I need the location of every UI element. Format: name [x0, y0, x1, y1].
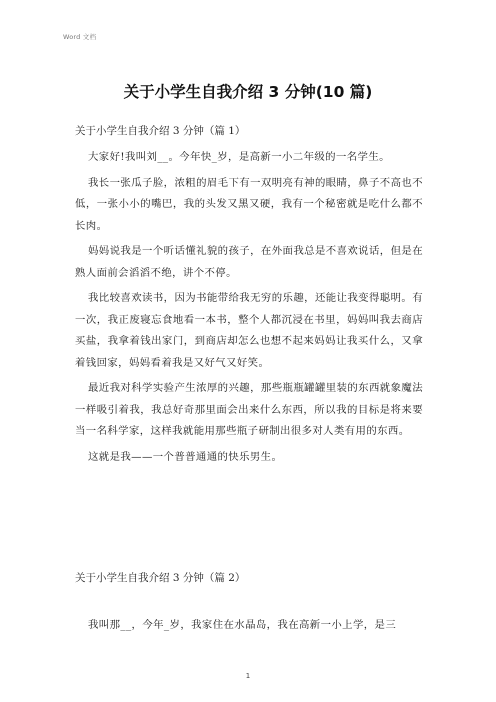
header-label: Word 文档 [63, 33, 97, 41]
paragraph-4: 我比较喜欢读书，因为书能带给我无穷的乐趣，还能让我变得聪明。有一次，我正废寝忘食地看一本书，整个人都沉浸在书里，妈妈叫我去商店买盐，我拿着钱出家门，到商店却怎么也想不起来妈妈让我买什么，又拿着钱回家，妈妈看着我是又好气又好笑。 [75, 292, 423, 369]
paragraph-3: 妈妈说我是一个听话懂礼貌的孩子，在外面我总是不喜欢说话，但是在熟人面前会滔滔不绝，讲个不停。 [75, 245, 423, 279]
page-number: 1 [245, 672, 251, 680]
paragraph-7: 我叫那__，今年_岁，我家住在水晶岛，我在高新一小上学，是三 [88, 619, 397, 631]
document-body [75, 147, 423, 472]
paragraph-5: 最近我对科学实验产生浓厚的兴趣，那些瓶瓶罐罐里装的东西就象魔法一样吸引着我，我总好奇那里面会出来什么东西，所以我的目标是将来要当一名科学家，这样我就能用那些瓶子研制出很多对人类有用的东西。 [75, 382, 423, 437]
paragraph-2: 我长一张瓜子脸，浓粗的眉毛下有一双明亮有神的眼睛，鼻子不高也不低，一张小小的嘴巴，我的头发又黑又硬，我有一个秘密就是吃什么都不长肉。 [75, 176, 423, 232]
paragraph-1: 大家好!我叫刘__。今年快_岁，是高新一小二年级的一名学生。 [88, 151, 390, 163]
section-heading-2: 关于小学生自我介绍 3 分钟（篇 2） [75, 572, 246, 584]
document-title: 关于小学生自我介绍 3 分钟(10 篇) [123, 83, 373, 101]
document-body-2 [75, 615, 423, 641]
section-heading-1: 关于小学生自我介绍 3 分钟（篇 1） [75, 125, 246, 137]
paragraph-6: 这就是我——一个普普通通的快乐男生。 [88, 450, 283, 463]
